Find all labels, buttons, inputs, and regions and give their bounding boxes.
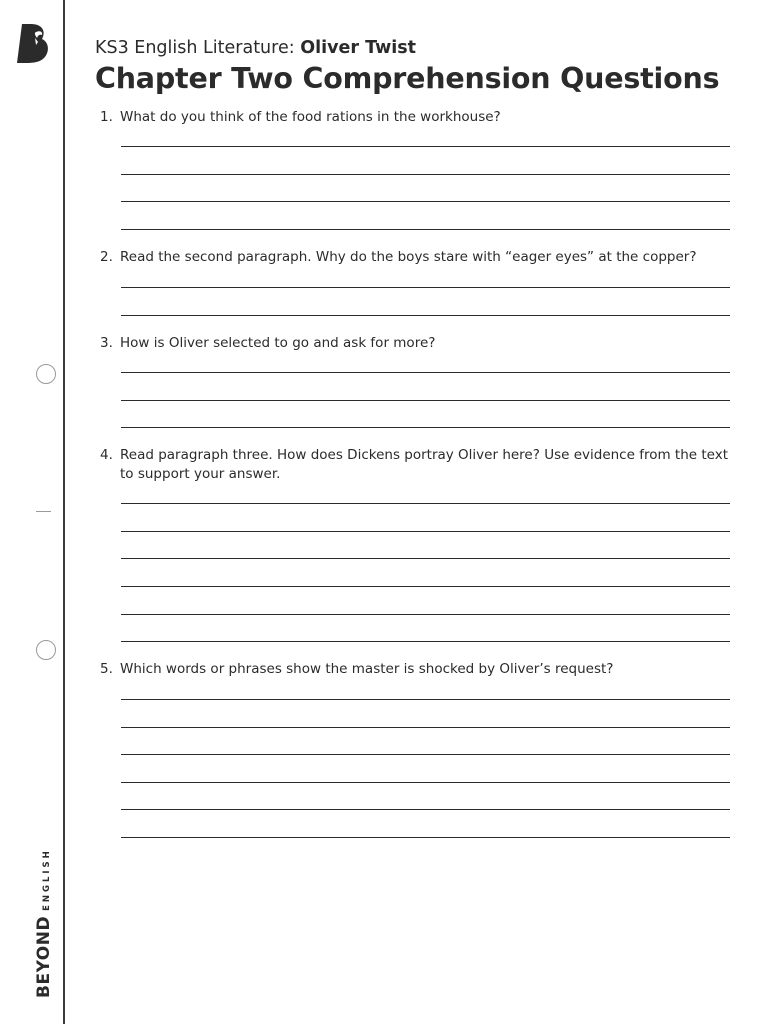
answer-line[interactable]: [121, 531, 730, 532]
punch-hole-upper: [36, 364, 56, 384]
answer-line[interactable]: [121, 699, 730, 700]
question-number: 5.: [100, 661, 113, 677]
answer-line[interactable]: [121, 614, 730, 615]
answer-line[interactable]: [121, 287, 730, 288]
page-title: Chapter Two Comprehension Questions: [95, 62, 720, 95]
subtitle-book-title: Oliver Twist: [300, 38, 417, 58]
question-1: [100, 108, 738, 127]
answer-line[interactable]: [121, 754, 730, 755]
answer-line[interactable]: [121, 727, 730, 728]
answer-line[interactable]: [121, 503, 730, 504]
question-text: Read paragraph three. How does Dickens portray Oliver here? Use evidence from the text to support your answer.: [120, 447, 729, 482]
subtitle-prefix: KS3 English Literature:: [95, 38, 295, 58]
brand-word-main: BEYOND: [34, 915, 54, 998]
answer-line[interactable]: [121, 146, 730, 147]
brand-wordmark: [34, 848, 54, 998]
question-3: [100, 334, 738, 353]
question-number: 1.: [100, 109, 113, 125]
question-text: Read the second paragraph. Why do the boys stare with “eager eyes” at the copper?: [120, 249, 697, 265]
page-centre-mark: [36, 511, 51, 512]
answer-line[interactable]: [121, 372, 730, 373]
answer-line[interactable]: [121, 558, 730, 559]
answer-line[interactable]: [121, 837, 730, 838]
beyond-b-logo-icon: [16, 22, 50, 64]
question-number: 2.: [100, 249, 113, 265]
question-text: How is Oliver selected to go and ask for more?: [120, 335, 436, 351]
answer-line[interactable]: [121, 315, 730, 316]
question-number: 4.: [100, 447, 113, 463]
answer-line[interactable]: [121, 229, 730, 230]
question-text: What do you think of the food rations in the workhouse?: [120, 109, 501, 125]
answer-line[interactable]: [121, 809, 730, 810]
question-number: 3.: [100, 335, 113, 351]
question-text: Which words or phrases show the master is shocked by Oliver’s request?: [120, 661, 614, 677]
question-2: [100, 248, 738, 267]
question-4: [100, 446, 738, 484]
answer-line[interactable]: [121, 782, 730, 783]
answer-line[interactable]: [121, 586, 730, 587]
answer-line[interactable]: [121, 427, 730, 428]
answer-line[interactable]: [121, 400, 730, 401]
answer-line[interactable]: [121, 201, 730, 202]
answer-line[interactable]: [121, 641, 730, 642]
answer-line[interactable]: [121, 174, 730, 175]
brand-word-small: ENGLISH: [42, 848, 52, 911]
punch-hole-lower: [36, 640, 56, 660]
page-subtitle: [95, 38, 416, 58]
margin-rule: [63, 0, 65, 1024]
question-5: [100, 660, 738, 679]
